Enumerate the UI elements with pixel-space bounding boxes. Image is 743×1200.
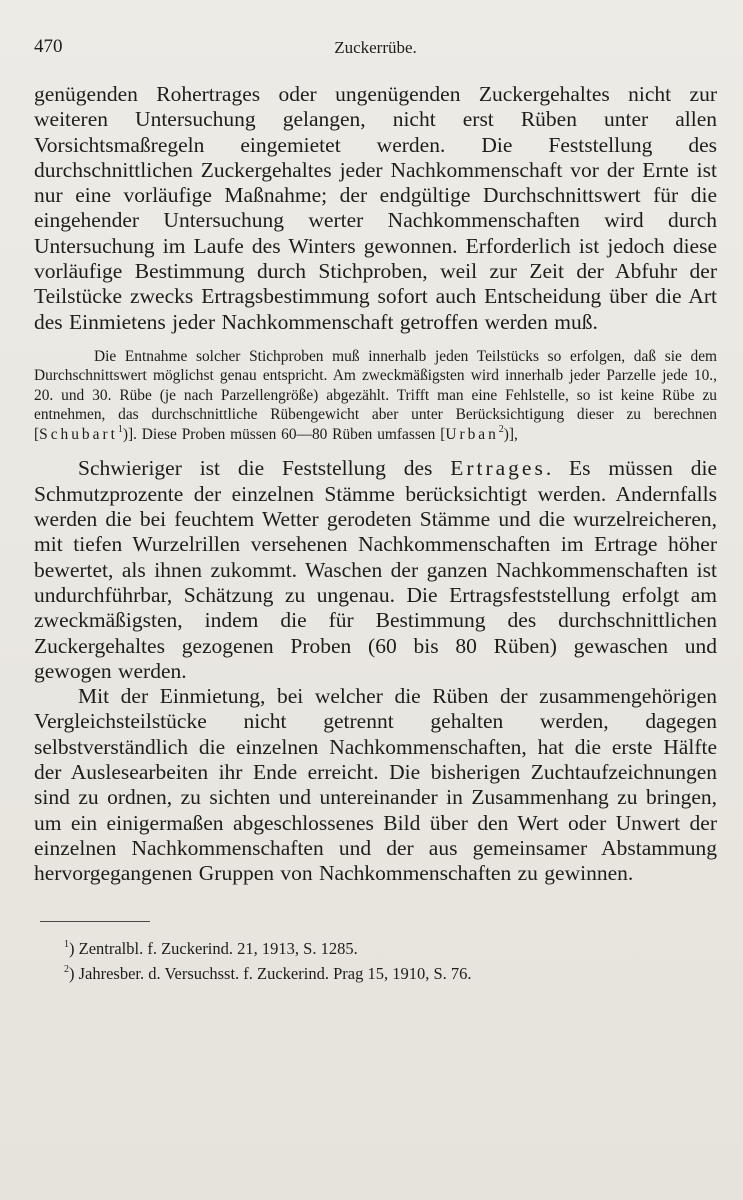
footnote-ref-2: 2 bbox=[498, 423, 504, 435]
small-print-text-a: Die Entnahme solcher Stichproben muß innerhalb jeden Teilstücks so erfolgen, daß sie dem Durchschnittswert möglichst genau entspricht. Am zweckmäßigsten wird innerhalb jeder Parzelle jede 10., 20. und 30. Rübe (je nach Parzellengröße) abgezählt. Trifft man eine Fehlstelle, so ist keine Rübe zu entnehmen, das durchschnittliche Rübengewicht aber unter Berücksichtigung dieser zu berechnen [ bbox=[34, 347, 717, 443]
citation-name-schubart: Schubart bbox=[39, 425, 118, 443]
running-title: Zuckerrübe. bbox=[334, 38, 417, 57]
small-print-note bbox=[34, 347, 717, 445]
paragraph-ertrag-text-b: . Es müssen die Schmutzprozente der einzelnen Stämme berücksichtigt werden. Andernfalls werden die bei feuchtem Wetter gerodeten Stämme und die wurzelreicheren, mit tiefen Wurzelrillen versehenen Nachkommenschaften im Ertrage höher bewertet, als ihnen zukommt. Waschen der ganzen Nachkommenschaften ist undurchführbar, Schätzung zu ungenau. Die Ertragsfeststellung erfolgt am zweckmäßigsten, indem die für Bestimmung des durchschnittlichen Zuckergehaltes gezogenen Proben (60 bis 80 Rüben) gewaschen und gewogen werden. bbox=[34, 456, 717, 683]
running-head bbox=[34, 32, 717, 62]
page-number: 470 bbox=[34, 36, 63, 57]
footnotes bbox=[34, 936, 717, 986]
paragraph-continued: genügenden Rohertrages oder ungenügenden Zuckergehaltes nicht zur weiteren Untersuchung gelangen, nicht erst Rüben unter allen Vorsichtsmaßregeln eingemietet werden. Die Feststellung des durchschnittlichen Zuckergehaltes jeder Nachkommenschaft vor der Ernte ist nur eine vorläufige Maßnahme; der endgültige Durchschnittswert für die eingehender Untersuchung werter Nachkommenschaften wird durch Untersuchung im Laufe des Winters gewonnen. Erforderlich ist jedoch diese vorläufige Bestimmung durch Stichproben, weil zur Zeit der Abfuhr der Teilstücke zwecks Ertragsbestimmung sofort auch Entscheidung über die Art des Einmietens jeder Nachkommenschaft getroffen werden muß. bbox=[34, 82, 717, 334]
emphasis-ertrages: Ertrages bbox=[450, 456, 546, 481]
footnote-ref-1: 1 bbox=[117, 423, 123, 435]
small-print-paragraph bbox=[34, 347, 717, 445]
footnote-2 bbox=[64, 961, 717, 986]
footnote-text: ) Zentralbl. f. Zuckerind. 21, 1913, S. 1285. bbox=[69, 938, 358, 958]
paragraph-ertrag-text-a: Schwieriger ist die Feststellung des bbox=[78, 456, 451, 481]
body-text bbox=[34, 82, 717, 887]
footnote-1 bbox=[64, 936, 717, 961]
footnote-text: ) Jahresber. d. Versuchsst. f. Zuckerind. Prag 15, 1910, S. 76. bbox=[69, 963, 472, 983]
citation-name-urban: Urban bbox=[445, 425, 499, 443]
footnote-mark: 1 bbox=[64, 938, 69, 950]
footnote-divider bbox=[40, 921, 150, 922]
paragraph-einmietung: Mit der Einmietung, bei welcher die Rüben der zusammengehörigen Vergleichsteilstücke nicht getrennt gehalten werden, dagegen selbstverständlich die einzelnen Nachkommenschaften, hat die erste Hälfte der Auslesearbeiten ihr Ende erreicht. Die bisherigen Zuchtaufzeichnungen sind zu ordnen, zu sichten und untereinander in Zusammenhang zu bringen, um ein einigermaßen abgeschlossenes Bild über den Wert oder Unwert der einzelnen Nachkommenschaften und der aus gemeinsamer Abstammung hervorgegangenen Gruppen von Nachkommenschaften zu gewinnen. bbox=[34, 684, 717, 886]
small-print-text-c: )], bbox=[503, 425, 518, 443]
paragraph-ertrag bbox=[34, 456, 717, 684]
small-print-text-b: )]. Diese Proben müssen 60—80 Rüben umfassen [ bbox=[122, 425, 446, 443]
footnote-mark: 2 bbox=[64, 963, 69, 975]
